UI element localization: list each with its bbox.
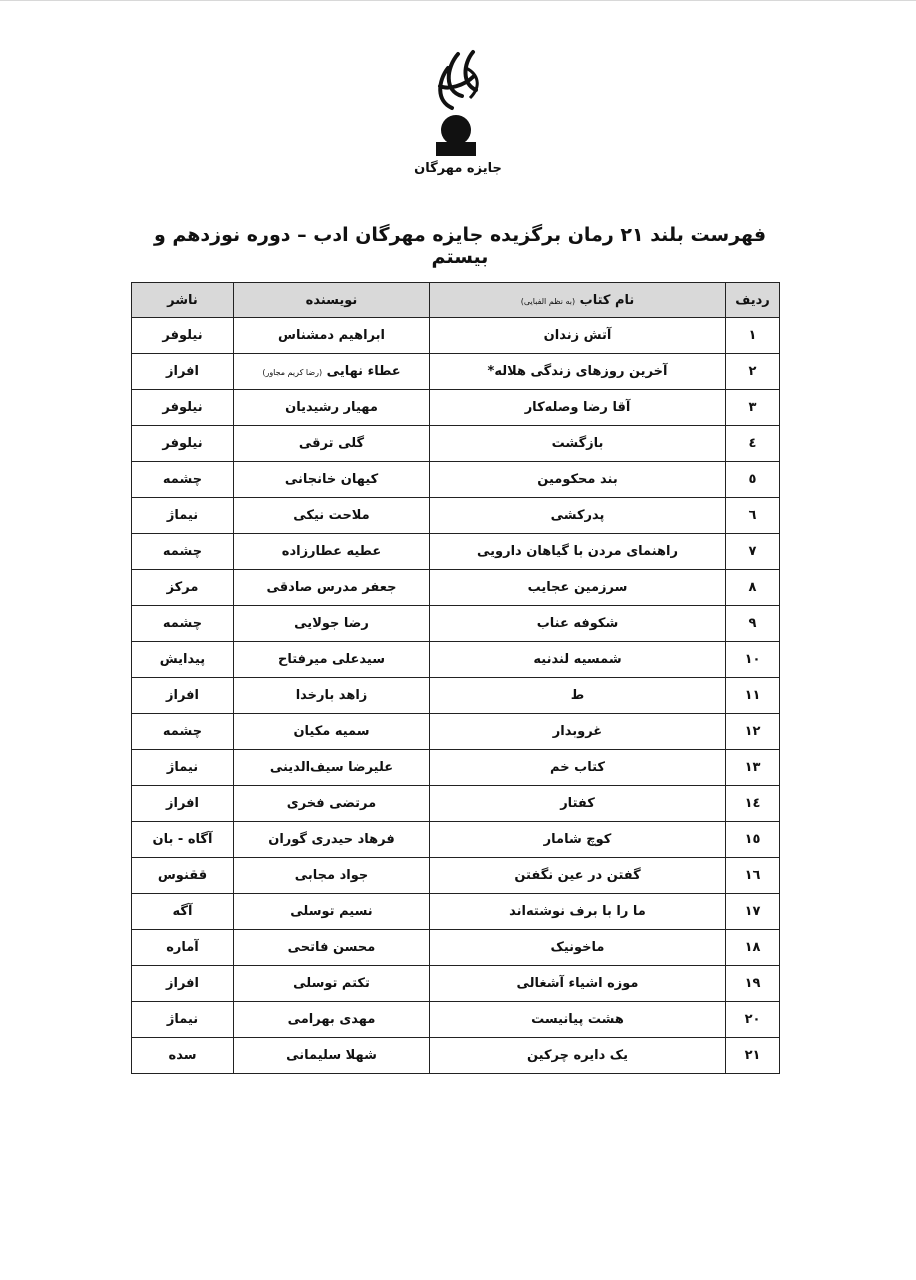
- author-name: ملاحت نیکی: [293, 508, 370, 523]
- row-number-cell: ٥: [726, 462, 780, 498]
- table-body: [132, 318, 780, 1074]
- author-cell: [234, 426, 430, 462]
- publisher-cell: چشمه: [132, 714, 234, 750]
- author-name: کیهان خانجانی: [284, 472, 379, 487]
- table-row: [132, 858, 780, 894]
- author-cell: [234, 498, 430, 534]
- author-cell: [234, 354, 430, 390]
- row-number-cell: ۸: [726, 570, 780, 606]
- table-header-row: [132, 283, 780, 318]
- row-number-cell: ۱٦: [726, 858, 780, 894]
- author-name: گلی ترقی: [298, 436, 365, 451]
- author-cell: [234, 894, 430, 930]
- book-title-cell: ما را با برف نوشته‌اند: [430, 894, 726, 930]
- header-author: نویسنده: [234, 283, 430, 318]
- table-row: [132, 930, 780, 966]
- table-row: [132, 426, 780, 462]
- author-name: نسیم توسلی: [290, 904, 373, 919]
- author-name: تکتم توسلی: [293, 976, 370, 991]
- publisher-cell: افراز: [132, 678, 234, 714]
- book-title-cell: ط: [430, 678, 726, 714]
- book-title-cell: گفتن در عین نگفتن: [430, 858, 726, 894]
- book-title-cell: هشت پیانیست: [430, 1002, 726, 1038]
- table-row: [132, 750, 780, 786]
- table-row: [132, 354, 780, 390]
- row-number-cell: ۱: [726, 318, 780, 354]
- author-name: جعفر مدرس صادقی: [266, 580, 397, 595]
- logo-caption: جایزه مهرگان: [414, 161, 502, 176]
- author-cell: [234, 930, 430, 966]
- author-cell: [234, 462, 430, 498]
- publisher-cell: آگه: [132, 894, 234, 930]
- author-cell: [234, 966, 430, 1002]
- row-number-cell: ۱٤: [726, 786, 780, 822]
- book-title-cell: کتاب خم: [430, 750, 726, 786]
- author-cell: [234, 642, 430, 678]
- row-number-cell: ۱۱: [726, 678, 780, 714]
- author-name: فرهاد حیدری گوران: [268, 832, 395, 847]
- author-cell: [234, 606, 430, 642]
- author-name: عطیه عطارزاده: [281, 544, 382, 559]
- book-title-cell: ماخونیک: [430, 930, 726, 966]
- table-row: [132, 786, 780, 822]
- header-row-number: ردیف: [726, 283, 780, 318]
- book-title-cell: بازگشت: [430, 426, 726, 462]
- trophy-logo-icon: [418, 46, 498, 161]
- publisher-cell: چشمه: [132, 534, 234, 570]
- author-name: سیدعلی میرفتاح: [278, 652, 385, 667]
- table-row: [132, 498, 780, 534]
- author-name: مهدی بهرامی: [287, 1012, 376, 1027]
- author-name: شهلا سلیمانی: [286, 1048, 377, 1063]
- publisher-cell: افراز: [132, 354, 234, 390]
- book-title-cell: راهنمای مردن با گیاهان دارویی: [430, 534, 726, 570]
- publisher-cell: نیلوفر: [132, 390, 234, 426]
- row-number-cell: ۱۷: [726, 894, 780, 930]
- row-number-cell: ۱۹: [726, 966, 780, 1002]
- book-title-cell: موزه اشیاء آشغالی: [430, 966, 726, 1002]
- book-title-cell: کفتار: [430, 786, 726, 822]
- book-title-cell: آخرین روزهای زندگی هلاله*: [430, 354, 726, 390]
- book-title-cell: پدرکشی: [430, 498, 726, 534]
- author-note: (رضا کریم مجاور): [262, 368, 323, 377]
- author-name: جواد مجابی: [294, 868, 369, 883]
- author-name: محسن فاتحی: [287, 940, 376, 955]
- row-number-cell: ۱۲: [726, 714, 780, 750]
- table-row: [132, 570, 780, 606]
- table-row: [132, 462, 780, 498]
- book-title-cell: غروبدار: [430, 714, 726, 750]
- author-cell: [234, 318, 430, 354]
- author-cell: [234, 786, 430, 822]
- row-number-cell: ۷: [726, 534, 780, 570]
- book-title-cell: آتش زندان: [430, 318, 726, 354]
- author-cell: [234, 390, 430, 426]
- publisher-cell: نیماژ: [132, 498, 234, 534]
- table-row: [132, 894, 780, 930]
- author-cell: [234, 822, 430, 858]
- row-number-cell: ٦: [726, 498, 780, 534]
- author-name: رضا جولایی: [294, 616, 369, 631]
- publisher-cell: چشمه: [132, 462, 234, 498]
- row-number-cell: ۱٥: [726, 822, 780, 858]
- book-title-cell: شکوفه عناب: [430, 606, 726, 642]
- table-row: [132, 966, 780, 1002]
- book-title-cell: آقا رضا وصله‌کار: [430, 390, 726, 426]
- publisher-cell: نیماژ: [132, 1002, 234, 1038]
- author-name: ابراهیم دمشناس: [278, 328, 385, 343]
- row-number-cell: ۱۸: [726, 930, 780, 966]
- author-name: عطاء نهایی: [326, 364, 401, 379]
- author-cell: [234, 1002, 430, 1038]
- header-book-title-label: نام کتاب: [579, 292, 635, 308]
- table-row: [132, 642, 780, 678]
- author-cell: [234, 750, 430, 786]
- author-cell: [234, 858, 430, 894]
- publisher-cell: نیلوفر: [132, 426, 234, 462]
- table-row: [132, 606, 780, 642]
- table-row: [132, 1002, 780, 1038]
- novels-table: [131, 282, 780, 1074]
- author-cell: [234, 534, 430, 570]
- table-row: [132, 318, 780, 354]
- publisher-cell: چشمه: [132, 606, 234, 642]
- row-number-cell: ٤: [726, 426, 780, 462]
- publisher-cell: افراز: [132, 966, 234, 1002]
- publisher-cell: آماره: [132, 930, 234, 966]
- publisher-cell: ققنوس: [132, 858, 234, 894]
- row-number-cell: ۳: [726, 390, 780, 426]
- header-book-title-note: (به نظم الفبایی): [520, 296, 576, 306]
- row-number-cell: ۲: [726, 354, 780, 390]
- row-number-cell: ۱۳: [726, 750, 780, 786]
- table-row: [132, 390, 780, 426]
- table-row: [132, 1038, 780, 1074]
- page-title: فهرست بلند ۲۱ رمان برگزیده جایزه مهرگان ادب – دوره نوزدهم و بیستم: [153, 224, 767, 268]
- table-row: [132, 534, 780, 570]
- book-title-cell: شمسیه لندنیه: [430, 642, 726, 678]
- row-number-cell: ۹: [726, 606, 780, 642]
- table-row: [132, 822, 780, 858]
- author-cell: [234, 1038, 430, 1074]
- author-cell: [234, 714, 430, 750]
- row-number-cell: ۲۰: [726, 1002, 780, 1038]
- author-cell: [234, 570, 430, 606]
- book-title-cell: کوچ شامار: [430, 822, 726, 858]
- author-name: مهیار رشیدیان: [285, 400, 378, 415]
- publisher-cell: سده: [132, 1038, 234, 1074]
- table-row: [132, 714, 780, 750]
- top-border: [0, 0, 916, 1]
- book-title-cell: بند محکومین: [430, 462, 726, 498]
- author-name: زاهد بارخدا: [295, 688, 368, 703]
- book-title-cell: یک دایره چرکین: [430, 1038, 726, 1074]
- author-name: سمیه مکیان: [293, 724, 370, 739]
- publisher-cell: نیلوفر: [132, 318, 234, 354]
- publisher-cell: آگاه - بان: [132, 822, 234, 858]
- book-title-cell: سرزمین عجایب: [430, 570, 726, 606]
- header-book-title: [430, 283, 726, 318]
- header-publisher: ناشر: [132, 283, 234, 318]
- row-number-cell: ۱۰: [726, 642, 780, 678]
- table-row: [132, 678, 780, 714]
- publisher-cell: نیماژ: [132, 750, 234, 786]
- publisher-cell: مرکز: [132, 570, 234, 606]
- row-number-cell: ۲۱: [726, 1038, 780, 1074]
- author-cell: [234, 678, 430, 714]
- author-name: مرتضی فخری: [286, 796, 377, 811]
- publisher-cell: افراز: [132, 786, 234, 822]
- publisher-cell: پیدایش: [132, 642, 234, 678]
- author-name: علیرضا سیف‌الدینی: [269, 760, 394, 775]
